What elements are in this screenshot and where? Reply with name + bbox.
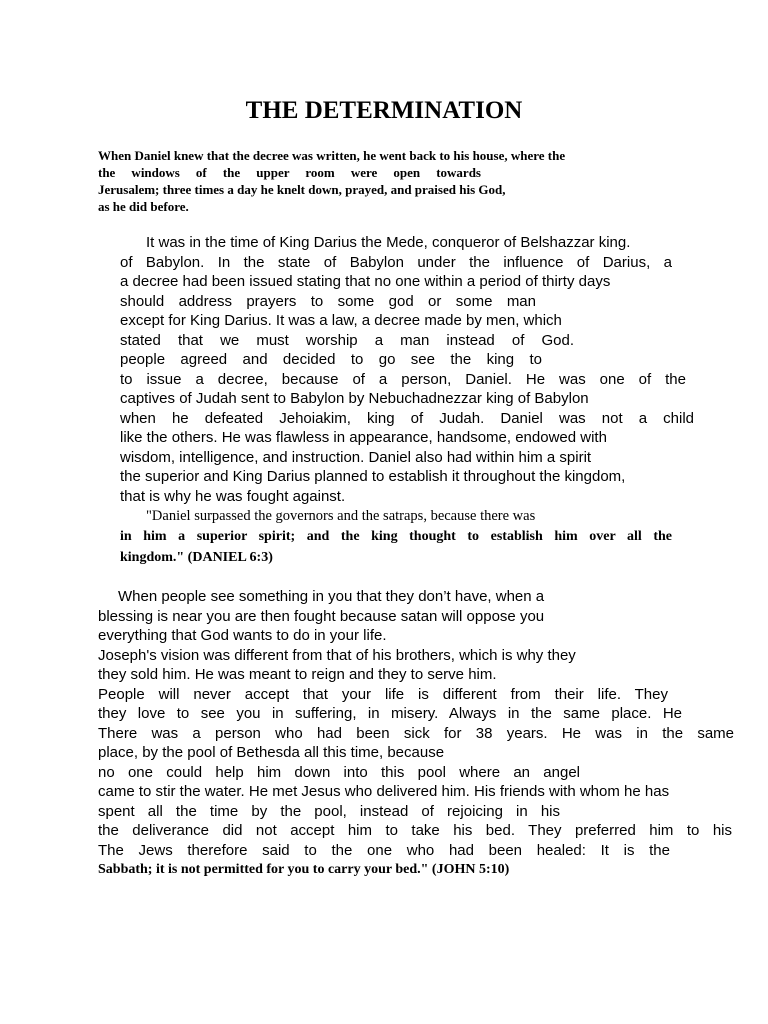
scripture-quote-line: in him a superior spirit; and the king thought to establish him over all the bbox=[120, 529, 672, 544]
paragraph-line: they love to see you in suffering, in misery. Always in the same place. He bbox=[98, 705, 682, 722]
paragraph-line: stated that we must worship a man instead of God. bbox=[120, 331, 574, 349]
paragraph-line: When people see something in you that they don’t have, when a bbox=[118, 588, 545, 605]
paragraph-line: to issue a decree, because of a person, Daniel. He was one of the bbox=[120, 370, 686, 388]
paragraph-line: It was in the time of King Darius the Mede, conqueror of Belshazzar king. bbox=[146, 234, 631, 251]
intro-verse bbox=[98, 147, 658, 215]
paragraph-line: blessing is near you are then fought because satan will oppose you bbox=[98, 607, 545, 625]
paragraph-line: There was a person who had been sick for 38 years. He was in the same bbox=[98, 724, 734, 742]
paragraph-line: everything that God wants to do in your life. bbox=[98, 627, 387, 644]
paragraph-line: no one could help him down into this pool where an angel bbox=[98, 763, 580, 781]
scripture-quote-reference: kingdom." (DANIEL 6:3) bbox=[120, 550, 273, 565]
scripture-quote-line: Sabbath; it is not permitted for you to carry your bed." (JOHN 5:10) bbox=[98, 862, 510, 877]
paragraph-line: the superior and King Darius planned to establish it throughout the kingdom, bbox=[120, 468, 626, 485]
paragraph-line: came to stir the water. He met Jesus who delivered him. His friends with whom he has bbox=[98, 783, 670, 800]
intro-line: When Daniel knew that the decree was written, he went back to his house, where the bbox=[98, 148, 566, 163]
paragraph-line: spent all the time by the pool, instead of rejoicing in his bbox=[98, 802, 560, 820]
paragraph-line: the deliverance did not accept him to take his bed. They preferred him to his bbox=[98, 822, 732, 839]
paragraph-line: wisdom, intelligence, and instruction. Daniel also had within him a spirit bbox=[120, 448, 592, 466]
paragraph-line: The Jews therefore said to the one who had been healed: It is the bbox=[98, 841, 670, 859]
paragraph-line: a decree had been issued stating that no one within a period of thirty days bbox=[120, 273, 611, 290]
scripture-quote-line: "Daniel surpassed the governors and the satraps, because there was bbox=[146, 508, 536, 524]
paragraph-line: People will never accept that your life is different from their life. They bbox=[98, 685, 668, 703]
paragraph-line: Joseph's vision was different from that of his brothers, which is why they bbox=[98, 646, 576, 664]
paragraph-line: captives of Judah sent to Babylon by Nebuchadnezzar king of Babylon bbox=[120, 390, 589, 407]
section-1-paragraph bbox=[120, 233, 720, 568]
paragraph-line: like the others. He was flawless in appearance, handsome, endowed with bbox=[120, 429, 607, 446]
page-title: THE DETERMINATION bbox=[245, 97, 523, 124]
paragraph-line: they sold him. He was meant to reign and they to serve him. bbox=[98, 666, 497, 683]
paragraph-line: place, by the pool of Bethesda all this time, because bbox=[98, 744, 445, 761]
section-2-paragraph bbox=[98, 587, 738, 880]
intro-line: Jerusalem; three times a day he knelt down, prayed, and praised his God, bbox=[98, 182, 506, 197]
intro-line: the windows of the upper room were open towards bbox=[98, 165, 481, 180]
paragraph-line: should address prayers to some god or some man bbox=[120, 292, 536, 310]
intro-line: as he did before. bbox=[98, 199, 189, 214]
paragraph-line: except for King Darius. It was a law, a decree made by men, which bbox=[120, 312, 562, 329]
paragraph-line: that is why he was fought against. bbox=[120, 487, 346, 505]
paragraph-line: people agreed and decided to go see the king to bbox=[120, 351, 542, 368]
paragraph-line: when he defeated Jehoiakim, king of Judah. Daniel was not a child bbox=[120, 409, 694, 427]
paragraph-line: of Babylon. In the state of Babylon under the influence of Darius, a bbox=[120, 253, 672, 271]
